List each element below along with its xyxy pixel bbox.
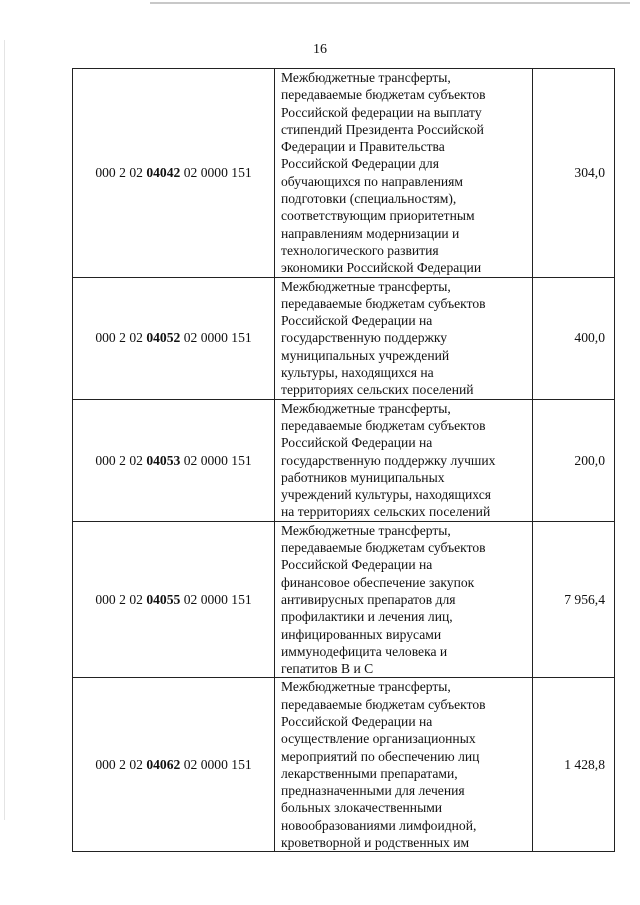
- description-line: направлениям модернизации и: [281, 225, 460, 241]
- code-bold-part: 04062: [146, 757, 181, 773]
- code-prefix: 000 2 02: [95, 330, 147, 346]
- description-line: Межбюджетные трансферты,: [281, 70, 451, 85]
- budget-code-cell: [73, 521, 275, 678]
- description-line: экономики Российской Федерации: [281, 260, 482, 276]
- code-bold-part: 04042: [146, 165, 181, 181]
- amount-cell: 1 428,8: [533, 678, 615, 852]
- description-line: Российской Федерации для: [281, 156, 439, 172]
- code-suffix: 02 0000 151: [180, 757, 252, 773]
- description-line: Российской Федерации на: [281, 713, 433, 729]
- description-line: работников муниципальных: [281, 469, 445, 485]
- description-line: культуры, находящихся на: [281, 365, 434, 381]
- code-suffix: 02 0000 151: [180, 330, 252, 346]
- description-line: соответствующим приоритетным: [281, 208, 475, 224]
- description-line: новообразованиями лимфоидной,: [281, 817, 477, 833]
- code-suffix: 02 0000 151: [180, 591, 252, 607]
- table-row: [73, 399, 615, 521]
- code-prefix: 000 2 02: [95, 165, 147, 181]
- description-line: учреждений культуры, находящихся: [281, 487, 491, 503]
- code-prefix: 000 2 02: [95, 591, 147, 607]
- description-line: обучающихся по направлениям: [281, 173, 464, 189]
- description-line: муниципальных учреждений: [281, 347, 450, 363]
- description-line: Межбюджетные трансферты,: [281, 400, 451, 416]
- description-line: осуществление организационных: [281, 731, 476, 747]
- code-prefix: 000 2 02: [95, 757, 147, 773]
- budget-code-cell: [73, 399, 275, 521]
- code-bold-part: 04053: [146, 452, 181, 468]
- description-line: государственную поддержку лучших: [281, 452, 496, 468]
- description-line: Межбюджетные трансферты,: [281, 522, 451, 538]
- table-row: [73, 678, 615, 852]
- description-line: передаваемые бюджетам субъектов: [281, 295, 486, 311]
- description-line: Федерации и Правительства: [281, 139, 445, 155]
- description-line: иммунодефицита человека и: [281, 643, 448, 659]
- description-line: Российской федерации на выплату: [281, 104, 482, 120]
- description-line: территориях сельских поселений: [281, 382, 474, 398]
- amount-cell: 400,0: [533, 277, 615, 399]
- description-line: передаваемые бюджетам субъектов: [281, 696, 486, 712]
- description-line: Российской Федерации на: [281, 435, 433, 451]
- description-line: Межбюджетные трансферты,: [281, 679, 451, 695]
- description-cell: [275, 277, 533, 399]
- table-row: [73, 521, 615, 678]
- scan-edge-left: [4, 40, 5, 820]
- amount-cell: 7 956,4: [533, 521, 615, 678]
- description-line: Российской Федерации на: [281, 557, 433, 573]
- description-line: профилактики и лечения лиц,: [281, 609, 453, 625]
- description-line: инфицированных вирусами: [281, 626, 442, 642]
- code-suffix: 02 0000 151: [180, 452, 252, 468]
- description-line: технологического развития: [281, 242, 439, 258]
- budget-code-cell: [73, 69, 275, 278]
- description-line: Российской Федерации на: [281, 313, 433, 329]
- description-line: государственную поддержку: [281, 330, 448, 346]
- code-suffix: 02 0000 151: [180, 165, 252, 181]
- table-row: [73, 277, 615, 399]
- description-line: лекарственными препаратами,: [281, 765, 458, 781]
- amount-cell: 200,0: [533, 399, 615, 521]
- budget-code-cell: [73, 277, 275, 399]
- code-prefix: 000 2 02: [95, 452, 147, 468]
- description-line: передаваемые бюджетам субъектов: [281, 540, 486, 556]
- description-line: финансовое обеспечение закупок: [281, 574, 475, 590]
- description-line: предназначенными для лечения: [281, 783, 465, 799]
- table-row: [73, 69, 615, 278]
- description-cell: [275, 678, 533, 852]
- description-line: стипендий Президента Российской: [281, 121, 484, 137]
- description-line: на территориях сельских поселений: [281, 504, 491, 520]
- code-bold-part: 04052: [146, 330, 181, 346]
- description-line: подготовки (специальностям),: [281, 191, 457, 207]
- description-line: кроветворной и родственных им: [281, 835, 470, 851]
- description-line: больных злокачественными: [281, 800, 443, 816]
- page-number: 16: [313, 42, 327, 57]
- description-cell: [275, 69, 533, 278]
- scan-edge-top: [150, 2, 630, 4]
- budget-transfers-table: [72, 68, 615, 852]
- description-line: гепатитов В и С: [281, 661, 374, 677]
- description-line: передаваемые бюджетам субъектов: [281, 87, 486, 103]
- description-line: мероприятий по обеспечению лиц: [281, 748, 480, 764]
- budget-code-cell: [73, 678, 275, 852]
- description-line: Межбюджетные трансферты,: [281, 278, 451, 294]
- description-line: антивирусных препаратов для: [281, 591, 456, 607]
- amount-cell: 304,0: [533, 69, 615, 278]
- description-cell: [275, 399, 533, 521]
- code-bold-part: 04055: [146, 591, 181, 607]
- description-line: передаваемые бюджетам субъектов: [281, 417, 486, 433]
- description-cell: [275, 521, 533, 678]
